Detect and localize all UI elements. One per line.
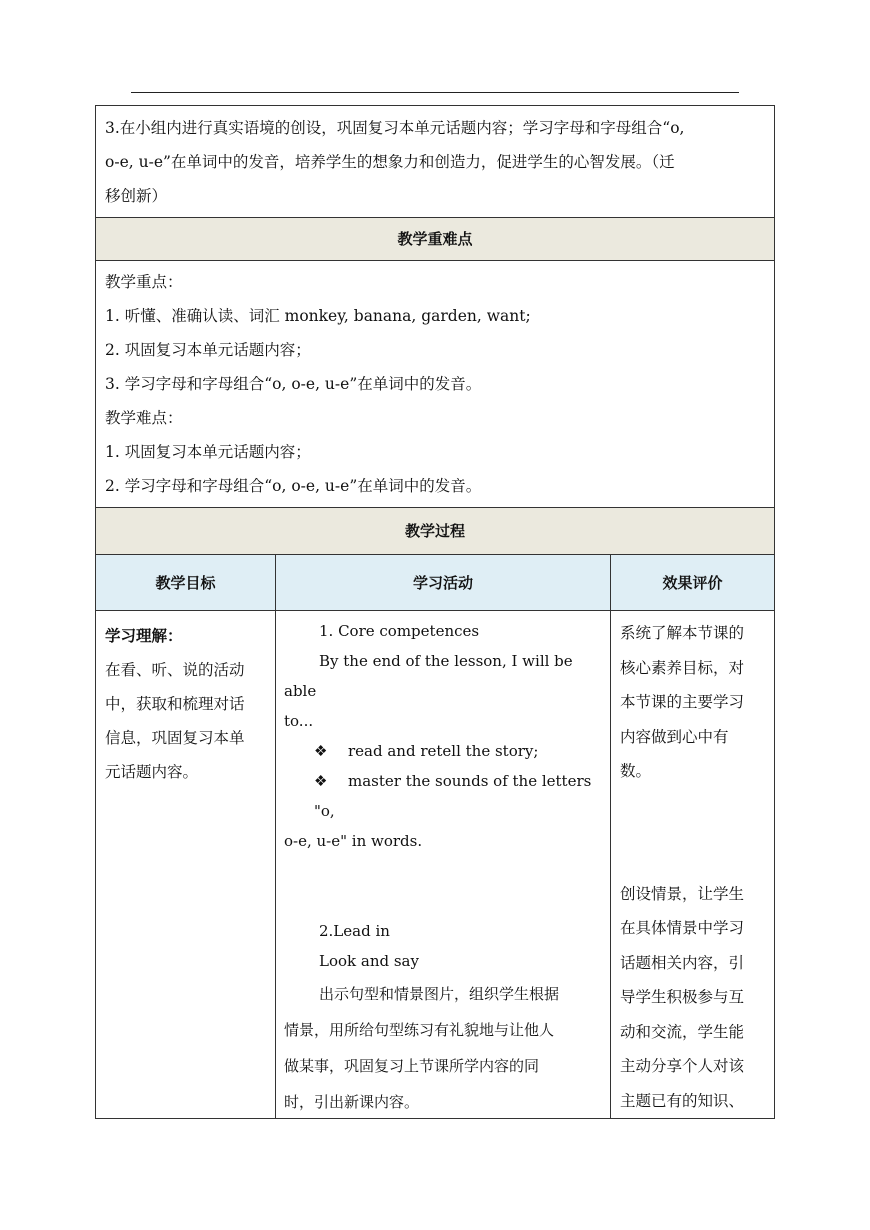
lead-in-text: 时，引出新课内容。 xyxy=(284,1093,420,1111)
core-title: 1. Core competences xyxy=(319,622,480,640)
objective-item xyxy=(284,736,600,766)
process-heading: 教学过程 xyxy=(96,508,774,555)
lead-in-subtitle: Look and say xyxy=(319,952,419,970)
column-header-evaluation: 效果评价 xyxy=(662,574,723,592)
evaluation-cell xyxy=(611,611,774,1118)
activity-cell xyxy=(276,611,611,1118)
core-intro-cont: to... xyxy=(284,712,314,730)
key-points-line: 教学重点： xyxy=(105,273,183,291)
evaluation-line: 主动分享个人对该 xyxy=(620,1057,745,1075)
key-points-line: 2. 学习字母和字母组合“o, o-e, u-e”在单词中的发音。 xyxy=(105,477,482,495)
goal-cell xyxy=(96,611,276,1118)
objective-text-cont: o-e, u-e" in words. xyxy=(284,832,423,850)
intro-line: 3.在小组内进行真实语境的创设，巩固复习本单元话题内容；学习字母和字母组合“o, xyxy=(105,119,685,137)
evaluation-line: 主题已有的知识、 xyxy=(620,1091,745,1110)
goal-line: 信息，巩固复习本单 xyxy=(105,729,245,747)
evaluation-line: 内容做到心中有 xyxy=(620,727,729,746)
key-points-line: 2. 巩固复习本单元话题内容； xyxy=(105,341,311,359)
intro-section xyxy=(96,106,774,218)
evaluation-line: 本节课的主要学习 xyxy=(620,693,745,711)
objective-text: read and retell the story; xyxy=(348,742,539,760)
evaluation-line: 系统了解本节课的 xyxy=(620,624,745,642)
key-points-line: 1. 听懂、准确认读、词汇 monkey, banana, garden, want; xyxy=(105,307,531,325)
goal-line: 中，获取和梳理对话 xyxy=(105,695,245,713)
objective-text: master the sounds of the letters "o, xyxy=(314,772,592,820)
column-header-activity: 学习活动 xyxy=(276,555,611,610)
diamond-bullet-icon: ❖ xyxy=(314,772,328,790)
evaluation-line: 核心素养目标，对 xyxy=(620,658,745,677)
evaluation-line: 动和交流，学生能 xyxy=(620,1022,745,1041)
evaluation-line: 话题相关内容，引 xyxy=(620,953,745,972)
key-points-section xyxy=(96,261,774,508)
lead-in-text: 情景，用所给句型练习有礼貌地与让他人 xyxy=(284,1021,555,1039)
core-intro: By the end of the lesson, I will be able xyxy=(284,652,573,700)
objective-item xyxy=(284,766,600,826)
evaluation-line: 数。 xyxy=(620,762,652,780)
key-points-heading: 教学重难点 xyxy=(96,218,774,261)
evaluation-line: 在具体情景中学习 xyxy=(620,919,745,937)
evaluation-line: 创设情景，让学生 xyxy=(620,884,745,903)
key-points-line: 3. 学习字母和字母组合“o, o-e, u-e”在单词中的发音。 xyxy=(105,375,482,393)
key-points-line: 教学难点： xyxy=(105,409,183,427)
diamond-bullet-icon: ❖ xyxy=(314,742,328,760)
intro-line: 移创新） xyxy=(105,187,168,205)
lesson-plan-table xyxy=(95,105,775,1119)
intro-line: o-e, u-e”在单词中的发音，培养学生的想象力和创造力，促进学生的心智发展。（迁 xyxy=(105,153,675,171)
evaluation-line: 导学生积极参与互 xyxy=(620,988,745,1006)
header-rule xyxy=(131,92,739,93)
goal-line: 元话题内容。 xyxy=(105,763,199,781)
goal-line: 在看、听、说的活动 xyxy=(105,661,245,679)
goal-label: 学习理解： xyxy=(105,627,183,645)
process-body-row xyxy=(96,611,774,1118)
lead-in-text: 做某事，巩固复习上节课所学内容的同 xyxy=(284,1057,540,1075)
column-header-goal: 教学目标 xyxy=(96,555,276,610)
lead-in-title: 2.Lead in xyxy=(319,922,390,940)
process-column-headers xyxy=(96,555,774,611)
lead-in-text: 出示句型和情景图片，组织学生根据 xyxy=(319,985,560,1003)
key-points-line: 1. 巩固复习本单元话题内容； xyxy=(105,443,311,461)
